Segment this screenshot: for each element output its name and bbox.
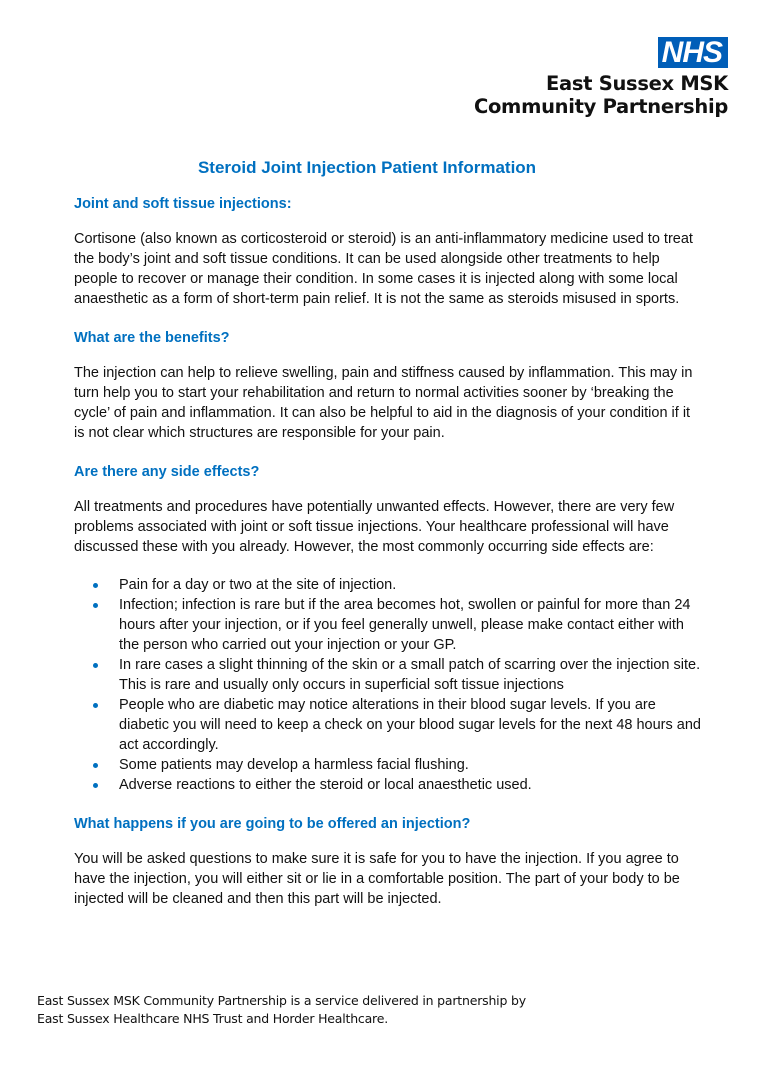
side-effects-list xyxy=(74,575,704,795)
section-body-procedure: You will be asked questions to make sure it is safe for you to have the injection. If you agree to have the injection, you will either sit or lie in a comfortable position. The part of your body to be injected will be cleaned and then this part will be injected. xyxy=(74,851,680,907)
list-item xyxy=(74,575,704,595)
section-heading-injections: Joint and soft tissue injections: xyxy=(74,196,292,212)
section-heading-side-effects: Are there any side effects? xyxy=(74,464,260,480)
list-item xyxy=(74,595,704,655)
bullet-icon xyxy=(93,603,98,608)
bullet-icon xyxy=(93,583,98,588)
list-item-text: People who are diabetic may notice alterations in their blood sugar levels. If you are diabetic you will need to keep a check on your blood sugar levels for the next 48 hours and act accordingly. xyxy=(119,697,701,753)
header-logo xyxy=(474,37,728,118)
list-item xyxy=(74,695,704,755)
list-item xyxy=(74,775,704,795)
section-heading-procedure: What happens if you are going to be offered an injection? xyxy=(74,816,471,832)
bullet-icon xyxy=(93,663,98,668)
bullet-icon xyxy=(93,703,98,708)
list-item xyxy=(74,655,704,695)
section-body-injections: Cortisone (also known as corticosteroid or steroid) is an anti-inflammatory medicine used to treat the body’s joint and soft tissue conditions. It can be used alongside other treatments to help people to recover or manage their condition. In some cases it is injected along with some local anaesthetic as a form of short-term pain relief. It is not the same as steroids misused in sports. xyxy=(74,231,693,307)
section-heading-benefits: What are the benefits? xyxy=(74,330,230,346)
section-body-benefits: The injection can help to relieve swelling, pain and stiffness caused by inflammation. This may in turn help you to start your rehabilitation and return to normal activities sooner by ‘breaking the cycle’ of pain and inflammation. It can also be helpful to aid in the diagnosis of your condition if it is not clear which structures are responsible for your pain. xyxy=(74,365,693,441)
nhs-logo: NHS xyxy=(658,37,728,68)
list-item-text: In rare cases a slight thinning of the skin or a small patch of scarring over the injection site. This is rare and usually only occurs in superficial soft tissue injections xyxy=(119,657,701,693)
document-body xyxy=(74,158,704,909)
organization-name xyxy=(474,72,728,118)
list-item-text: Adverse reactions to either the steroid or local anaesthetic used. xyxy=(119,777,532,793)
list-item xyxy=(74,755,704,775)
footer-note xyxy=(37,992,526,1028)
section-body-side-effects: All treatments and procedures have potentially unwanted effects. However, there are very few problems associated with joint or soft tissue injections. Your healthcare professional will have discussed these with you already. However, the most commonly occurring side effects are: xyxy=(74,499,675,555)
org-name-line-1: East Sussex MSK xyxy=(546,72,728,95)
org-name-line-2: Community Partnership xyxy=(473,95,728,118)
bullet-icon xyxy=(93,763,98,768)
footer-line-1: East Sussex MSK Community Partnership is a service delivered in partnership by xyxy=(37,993,526,1008)
list-item-text: Infection; infection is rare but if the area becomes hot, swollen or painful for more than 24 hours after your injection, or if you feel generally unwell, please make contact either with the person who carried out your injection or your GP. xyxy=(119,597,691,653)
bullet-icon xyxy=(93,783,98,788)
list-item-text: Some patients may develop a harmless facial flushing. xyxy=(119,757,469,773)
page-title: Steroid Joint Injection Patient Information xyxy=(197,158,537,177)
footer-line-2: East Sussex Healthcare NHS Trust and Horder Healthcare. xyxy=(37,1011,388,1026)
list-item-text: Pain for a day or two at the site of injection. xyxy=(119,577,397,593)
